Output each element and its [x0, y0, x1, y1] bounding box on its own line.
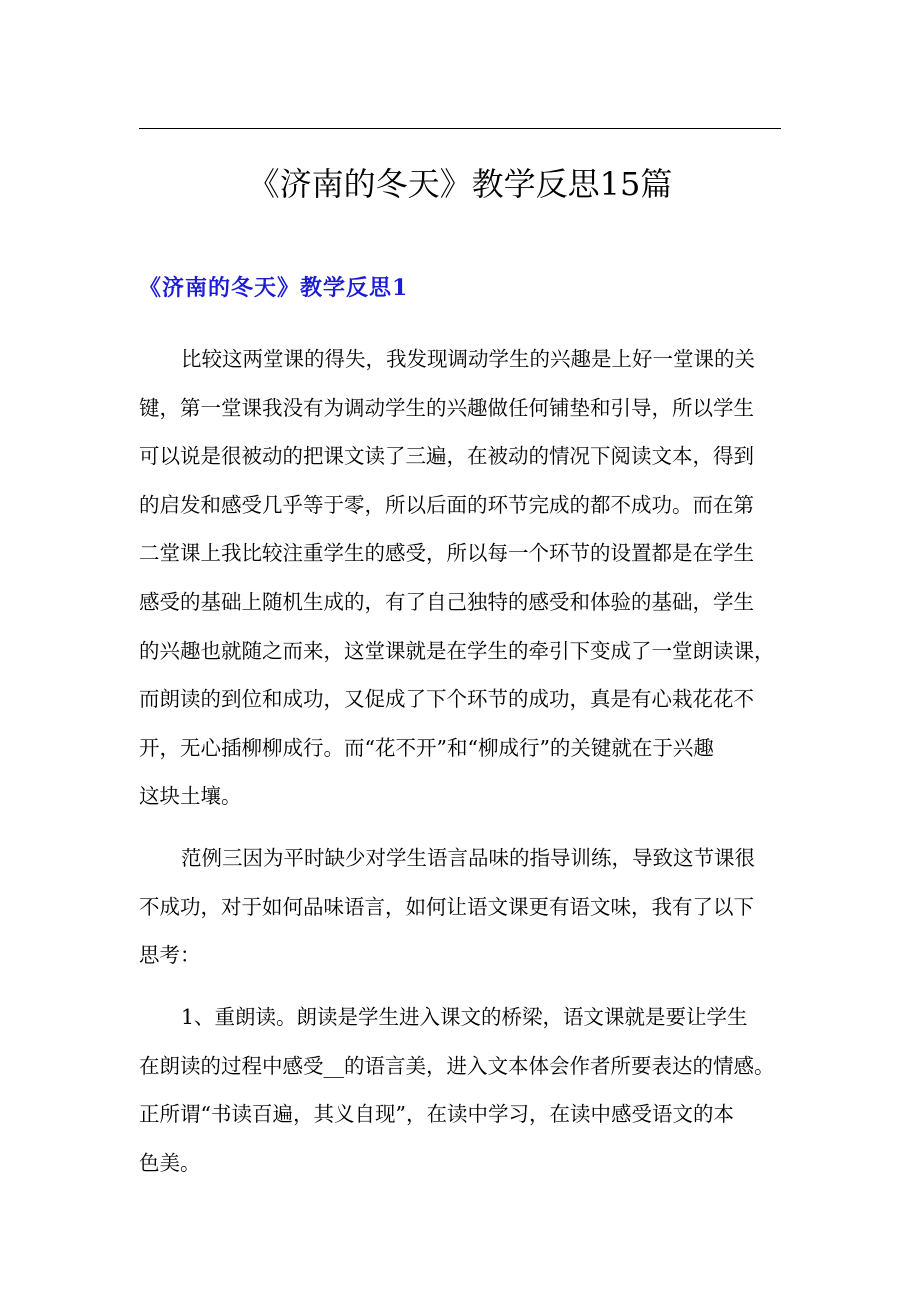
paragraph-3 [139, 993, 785, 1187]
paragraph-line: 而朗读的到位和成功，又促成了下个环节的成功，真是有心栽花花不 [139, 687, 754, 712]
paragraph-line: 色美。 [139, 1150, 201, 1175]
paragraph-1 [139, 335, 785, 821]
paragraph-line: 范例三因为平时缺少对学生语言品味的指导训练，导致这节课很 [181, 846, 755, 870]
header-rule [139, 128, 781, 129]
paragraph-2 [139, 834, 785, 980]
paragraph-line: 的启发和感受几乎等于零，所以后面的环节完成的都不成功。而在第 [139, 492, 754, 517]
paragraph-line: 比较这两堂课的得失，我发现调动学生的兴趣是上好一堂课的关 [181, 347, 755, 371]
document-title: 《济南的冬天》教学反思15篇 [247, 165, 673, 203]
paragraph-line: 的兴趣也就随之而来，这堂课就是在学生的牵引下变成了一堂朗读课， [139, 638, 775, 663]
paragraph-line: 可以说是很被动的把课文读了三遍，在被动的情况下阅读文本，得到 [139, 444, 754, 469]
paragraph-line: 键，第一堂课我没有为调动学生的兴趣做任何铺垫和引导，所以学生 [139, 395, 754, 420]
paragraph-line: 正所谓“书读百遍，其义自现”，在读中学习，在读中感受语文的本 [139, 1102, 734, 1127]
section-heading: 《济南的冬天》教学反思1 [139, 275, 409, 301]
paragraph-line: 思考： [139, 943, 201, 968]
paragraph-line: 二堂课上我比较注重学生的感受，所以每一个环节的设置都是在学生 [139, 541, 754, 566]
paragraph-line: 在朗读的过程中感受__的语言美，进入文本体会作者所要表达的情感。 [139, 1053, 775, 1078]
paragraph-line: 感受的基础上随机生成的，有了自己独特的感受和体验的基础，学生 [139, 589, 754, 614]
paragraph-line: 不成功，对于如何品味语言，如何让语文课更有语文味，我有了以下 [139, 894, 754, 919]
paragraph-line: 这块土壤。 [139, 784, 242, 809]
paragraph-line: 开，无心插柳柳成行。而“花不开”和“柳成行”的关键就在于兴趣 [139, 735, 714, 760]
paragraph-line: 1、重朗读。朗读是学生进入课文的桥梁，语文课就是要让学生 [181, 1005, 748, 1029]
